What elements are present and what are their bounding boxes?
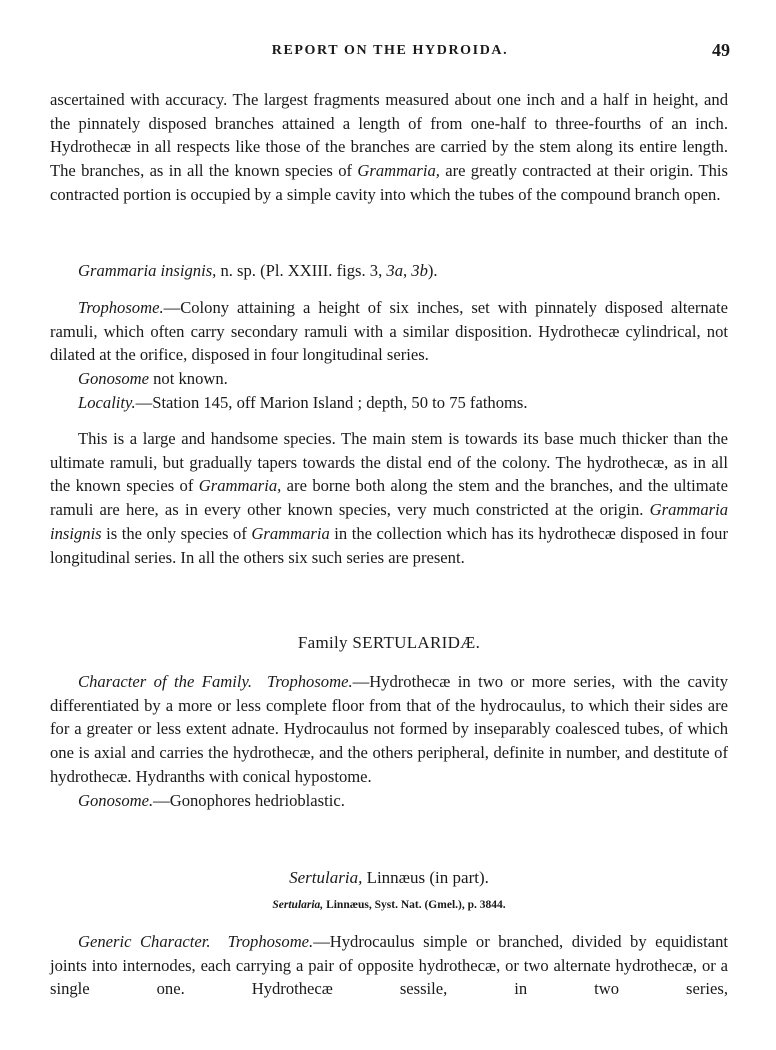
species-name: Grammaria insignis: [50, 500, 728, 543]
genus-name: Grammaria: [251, 523, 330, 543]
text-run: is the only species of: [101, 523, 252, 543]
genus-author: Linnæus (in part).: [362, 868, 489, 887]
family-heading: Family SERTULARIDÆ.: [297, 633, 481, 652]
text-run: ascertained with accuracy. The largest fragments measured about one inch and a half in height, and the pinnately disposed branches attained a length of from one-half to three-fourths of an inch. Hydrothecæ in all respects like those of the branches are carried by the stem along its entire length. The branches, as in all the known species of: [50, 90, 728, 181]
text-run: are borne both along the stem and the branches, and the ultimate ramuli are here, as in every other known species, very much constricted at the origin.: [50, 476, 728, 520]
genus-name: Grammaria,: [198, 476, 282, 496]
text-run: n. sp. (Pl. XXIII. figs. 3,: [216, 261, 387, 280]
family-gonosome-paragraph: [50, 789, 728, 813]
text-run: —Hydrocaulus simple or branched, divided by equidistant joints into internodes, each carrying a pair of opposite hydrothecæ, or two alternate hydrothecæ, or a single one. Hydrothecæ sessile, in two series,: [50, 932, 728, 999]
text-run: in the collection which has its hydrothecæ disposed in four longitudinal series. In all the others six such series are present.: [50, 523, 728, 567]
section-label: Gonosome.: [78, 790, 154, 810]
generic-character-paragraph: [50, 930, 728, 1001]
text-run: This is a large and handsome species. The main stem is towards its base much thicker than the ultimate ramuli, but gradually tapers towards the distal end of the colony. The hydrothecæ, as in all the known species of: [50, 429, 728, 496]
reference-text: Linnæus, Syst. Nat. (Gmel.), p. 3844.: [323, 899, 506, 911]
section-label: Trophosome.: [227, 932, 314, 951]
text-run: —Station 145, off Marion Island ; depth, 50 to 75 fathoms.: [135, 392, 528, 412]
text-run: ).: [427, 261, 438, 280]
section-label: Generic Character.: [78, 932, 211, 951]
page-number: 49: [712, 40, 730, 60]
running-title: REPORT ON THE HYDROIDA.: [271, 43, 509, 58]
locality-paragraph: [50, 391, 728, 415]
genus-heading: [50, 868, 728, 888]
generic-character: [50, 930, 728, 1001]
section-label: Locality.: [78, 392, 136, 412]
family-character: [50, 670, 728, 812]
section-label: Trophosome.: [78, 298, 164, 317]
trophosome-paragraph: [50, 296, 728, 367]
species-description: [50, 296, 728, 415]
paragraph: [50, 88, 728, 207]
section-label: Trophosome.: [267, 672, 353, 691]
text-run: not known.: [148, 369, 228, 389]
paragraph-continuation: [50, 88, 728, 207]
genus-name: Sertularia,: [289, 868, 363, 887]
section-label: Character of the Family.: [78, 672, 253, 691]
text-run: —Gonophores hedrioblastic.: [153, 790, 345, 810]
genus-reference: [50, 899, 728, 911]
family-character-paragraph: [50, 670, 728, 789]
genus-name: Sertularia,: [272, 899, 324, 911]
text-run: ,: [402, 261, 412, 280]
species-heading: [50, 259, 728, 283]
gonosome-paragraph: [50, 367, 728, 391]
species-name: Grammaria insignis,: [78, 261, 217, 280]
page-header: [50, 40, 730, 66]
text-run: are greatly contracted at their origin. This contracted portion is occupied by a simple cavity into which the tubes of the compound branch open.: [50, 161, 728, 204]
genus-name: Grammaria,: [357, 161, 440, 181]
species-line: [50, 259, 728, 283]
section-label: Gonosome: [78, 369, 149, 389]
species-remarks: [50, 427, 728, 569]
figure-ref: 3b: [411, 261, 428, 280]
text-run: —Hydrothecæ in two or more series, with the cavity differentiated by a more or less complete floor from that of the hydrocaulus, to which their sides are for a greater or less extent adnate. Hydrocaulus not formed by inseparably coalesced tubes, of which one is axial and carries the hydrothecæ, and the others peripheral, definite in number, and destitute of hydrothecæ. Hydranths with conical hypostome.: [50, 672, 729, 786]
paragraph: [50, 427, 728, 569]
figure-ref: 3a: [386, 261, 403, 280]
text-run: —Colony attaining a height of six inches, set with pinnately disposed alternate ramuli, which often carry secondary ramuli with a similar disposition. Hydrothecæ cylindrical, not dilated at the orifice, disposed in four longitudinal series.: [50, 298, 728, 365]
